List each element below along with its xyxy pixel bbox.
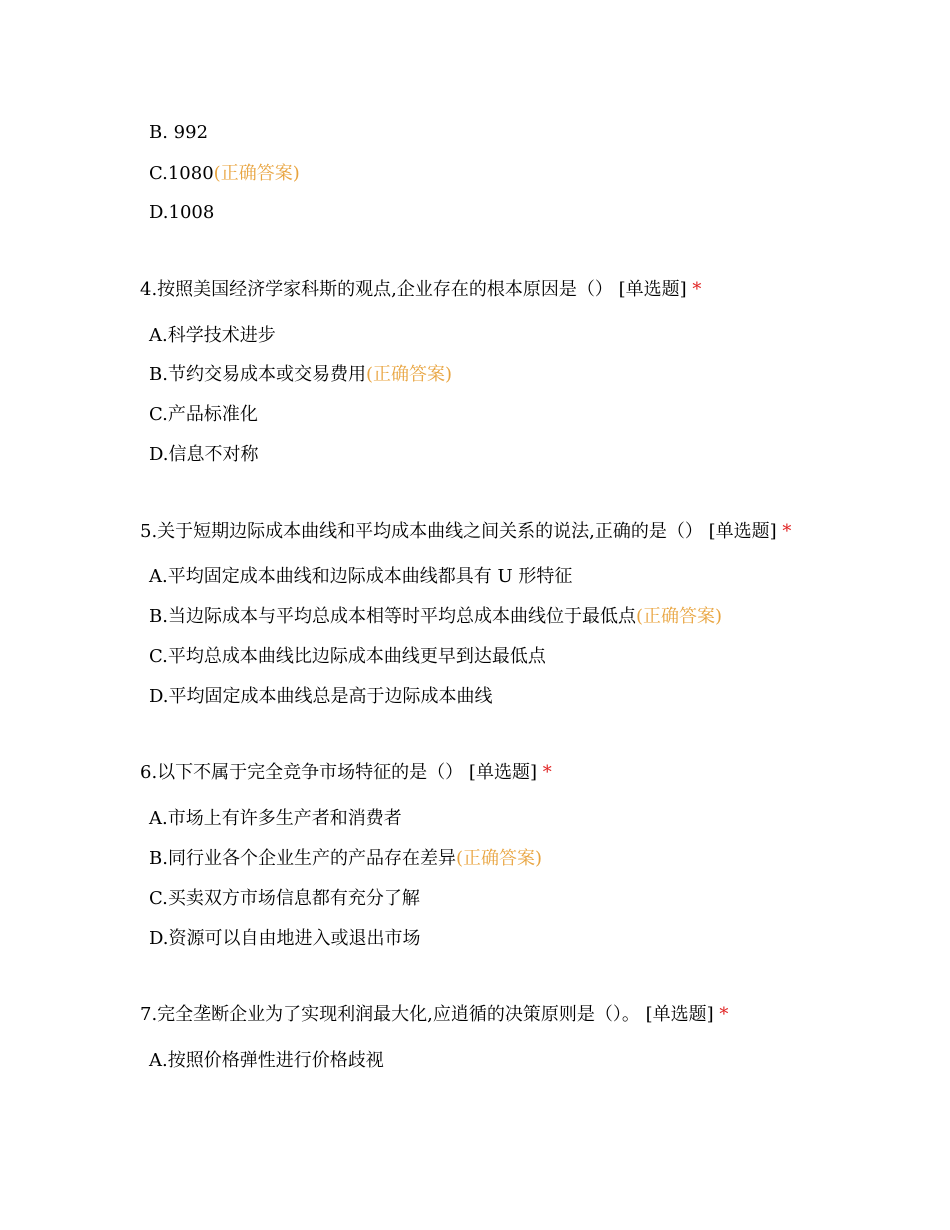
option-q3-d (149, 201, 214, 225)
option-text: B.当边际成本与平均总成本相等时平均总成本曲线位于最低点 (149, 606, 636, 627)
question-4-title (140, 278, 701, 302)
question-type-label: [单选题] (618, 279, 687, 300)
option-text: B.同行业各个企业生产的产品存在差异 (149, 848, 456, 869)
question-text: 6.以下不属于完全竞争市场特征的是（） (140, 762, 464, 783)
option-q4-c (149, 403, 258, 427)
option-q6-b (149, 847, 542, 871)
option-text: A.按照价格弹性进行价格歧视 (149, 1050, 384, 1071)
question-text: 5.关于短期边际成本曲线和平均成本曲线之间关系的说法,正确的是（） (140, 521, 703, 542)
question-5-title (140, 520, 791, 544)
question-6-title (140, 761, 552, 785)
option-text: D.信息不对称 (149, 444, 259, 465)
option-q4-b (149, 363, 452, 387)
option-q5-a (149, 565, 572, 589)
question-7-title (140, 1003, 728, 1027)
option-text: D.平均固定成本曲线总是高于边际成本曲线 (149, 686, 493, 707)
option-text: C.产品标准化 (149, 404, 258, 425)
required-mark: * (782, 521, 792, 542)
option-text: D.资源可以自由地进入或退出市场 (149, 928, 421, 949)
required-mark: * (542, 762, 552, 783)
option-text: C.平均总成本曲线比边际成本曲线更早到达最低点 (149, 646, 546, 667)
question-type-label: [单选题] (645, 1004, 714, 1025)
option-text: D.1008 (149, 202, 215, 223)
option-q5-d (149, 685, 493, 709)
option-text: A.科学技术进步 (149, 325, 276, 346)
required-mark: * (719, 1004, 729, 1025)
correct-answer-label: (正确答案) (365, 364, 452, 385)
question-type-label: [单选题] (468, 762, 537, 783)
option-text: A.市场上有许多生产者和消费者 (149, 808, 402, 829)
option-text: C.1080 (149, 163, 214, 184)
option-text: B.节约交易成本或交易费用 (149, 364, 366, 385)
question-text: 7.完全垄断企业为了实现利润最大化,应逍循的决策原则是（）。 (140, 1004, 640, 1025)
option-q5-c (149, 645, 546, 669)
option-text: A.平均固定成本曲线和边际成本曲线都具有 U 形特征 (149, 566, 573, 587)
option-text: C.买卖双方市场信息都有充分了解 (149, 888, 420, 909)
option-text: B. 992 (149, 122, 209, 143)
option-q7-a (149, 1049, 384, 1073)
option-q5-b (149, 605, 722, 629)
option-q3-c (149, 162, 300, 186)
correct-answer-label: (正确答案) (455, 848, 542, 869)
correct-answer-label: (正确答案) (213, 163, 300, 184)
option-q6-a (149, 807, 402, 831)
question-text: 4.按照美国经济学家科斯的观点,企业存在的根本原因是（） (140, 279, 613, 300)
option-q4-a (149, 324, 276, 348)
correct-answer-label: (正确答案) (635, 606, 722, 627)
option-q6-d (149, 927, 421, 951)
option-q6-c (149, 887, 420, 911)
option-q4-d (149, 443, 259, 467)
required-mark: * (692, 279, 702, 300)
option-q3-b (149, 121, 208, 145)
question-type-label: [单选题] (708, 521, 777, 542)
